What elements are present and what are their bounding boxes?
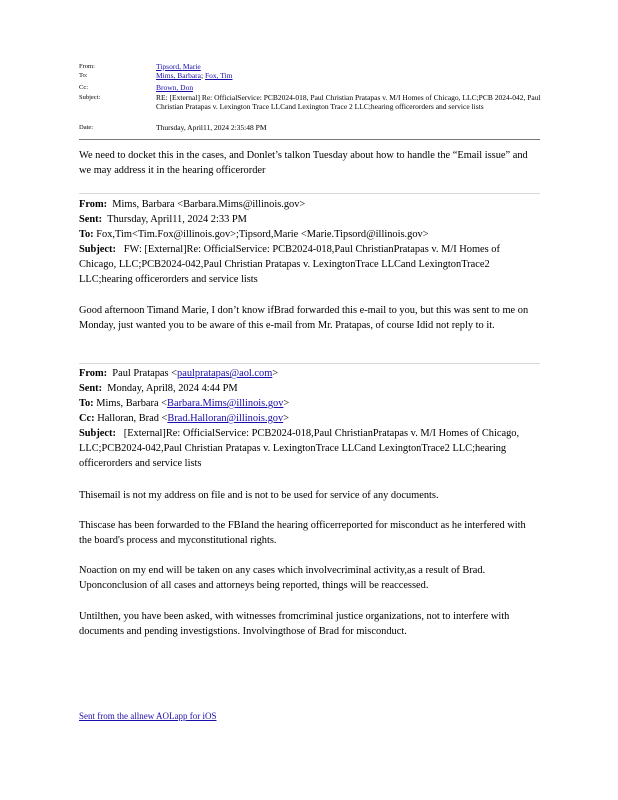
header-date-text: Thursday, April11, 2024 2:35:48 PM bbox=[156, 123, 267, 132]
header-to-label: To: bbox=[79, 72, 88, 79]
msg1-from-text: Mims, Barbara <Barbara.Mims@illinois.gov> bbox=[112, 199, 306, 210]
header-to-row bbox=[79, 72, 539, 81]
header-divider bbox=[79, 139, 540, 140]
msg2-subject-text: [External]Re: OfficialService: PCB2024-018,Paul ChristianPratapas v. M/I Homes of Chicago, LLC;PCB2024-042,Paul Christian Pratapas v. LexingtonTrace LLCand LexingtonTrace2 LLC;hearing officerorders and service lists bbox=[79, 428, 520, 469]
msg1-body: Good afternoon Timand Marie, I don’t know ifBrad forwarded this e-mail to you, but this was sent to me on Monday, just wanted you to be aware of this e-mail from Mr. Pratapas, of course Idid not reply to it. bbox=[79, 305, 529, 331]
msg2-subject-label: Subject: bbox=[79, 428, 116, 439]
reply-body: We need to docket this in the cases, and Donlet’s talkon Tuesday about how to handle the “Email issue” and we may address it in the hearing officerorder bbox=[79, 150, 528, 176]
msg1-sent-row bbox=[79, 212, 539, 227]
msg2-from-close: > bbox=[272, 368, 279, 379]
header-to-link-2[interactable]: Fox, Tim bbox=[204, 71, 233, 80]
msg2-paragraph-1: Thisemail is not my address on file and is not to be used for service of any documents. bbox=[79, 490, 439, 501]
msg1-sent-label: Sent: bbox=[79, 214, 103, 225]
msg1-to-text: Fox,Tim<Tim.Fox@illinois.gov>;Tipsord,Marie <Marie.Tipsord@illinois.gov> bbox=[96, 229, 429, 240]
msg1-subject-text: FW: [External]Re: OfficialService: PCB2024-018,Paul ChristianPratapas v. M/I Homes of Chicago, LLC;PCB2024-042,Paul Christian Pratapas v. LexingtonTrace LLCand LexingtonTrace2 LLC;hearing officerorders and service lists bbox=[79, 244, 500, 285]
header-subject-label: Subject: bbox=[79, 94, 101, 101]
footer-aol-link-text[interactable]: Sent from the allnew AOLapp for iOS bbox=[79, 711, 217, 721]
msg2-sent-row bbox=[79, 381, 539, 396]
msg1-subject-row bbox=[79, 242, 539, 287]
message-1-header bbox=[79, 197, 539, 287]
msg2-to-close: > bbox=[283, 398, 290, 409]
msg1-from-label: From: bbox=[79, 199, 108, 210]
msg2-cc-label: Cc: bbox=[79, 413, 95, 424]
msg2-paragraph-2: Thiscase has been forwarded to the FBIand the hearing officerreported for misconduct as he interfered with the board's process and myconstitutional rights. bbox=[79, 520, 526, 546]
message-2-header bbox=[79, 366, 539, 471]
msg1-from-row bbox=[79, 197, 539, 212]
msg1-subject-label: Subject: bbox=[79, 244, 116, 255]
msg2-sent-text: Monday, April8, 2024 4:44 PM bbox=[107, 383, 238, 394]
msg1-to-row bbox=[79, 227, 539, 242]
msg2-cc-close: > bbox=[283, 413, 290, 424]
msg2-to-name: Mims, Barbara < bbox=[96, 398, 168, 409]
message-1-divider bbox=[79, 193, 540, 194]
message-2-divider bbox=[79, 363, 540, 364]
msg2-from-name: Paul Pratapas < bbox=[112, 368, 178, 379]
msg2-to-label: To: bbox=[79, 398, 94, 409]
msg2-paragraph-3: Noaction on my end will be taken on any cases which involvecriminal activity,as a result of Brad. Uponconclusion of all cases and attorneys being reported, things will be reaccessed. bbox=[79, 565, 486, 591]
msg2-cc-email-link[interactable]: Brad.Halloran@illinois.gov bbox=[167, 413, 284, 424]
header-from-label: From: bbox=[79, 63, 95, 70]
msg2-paragraph-4: Untilthen, you have been asked, with witnesses fromcriminal justice organizations, not to interfere with documents and pending investigstions. Involvingthose of Brad for misconduct. bbox=[79, 611, 510, 637]
header-from-link[interactable]: Tipsord, Marie bbox=[156, 62, 201, 71]
header-subject-text: RE: [External] Re: OfficialService: PCB2024-018, Paul Christian Pratapas v. M/I Homes of Chicago, LLC;PCB 2024-042, Paul Christian Pratapas v. Lexington Trace LLCand Lexington Trace 2 LLC;hearing officerorders and service lists bbox=[156, 93, 541, 111]
msg2-from-row bbox=[79, 366, 539, 381]
msg2-to-row bbox=[79, 396, 539, 411]
msg1-sent-text: Thursday, April11, 2024 2:33 PM bbox=[107, 214, 247, 225]
header-date-label: Date: bbox=[79, 124, 94, 131]
header-to-link-1[interactable]: Mims, Barbara bbox=[156, 71, 201, 80]
header-cc-row bbox=[79, 84, 539, 93]
header-subject-row bbox=[79, 94, 539, 121]
header-cc-label: Cc: bbox=[79, 84, 89, 91]
msg2-to-email-link[interactable]: Barbara.Mims@illinois.gov bbox=[167, 398, 284, 409]
msg1-to-label: To: bbox=[79, 229, 94, 240]
msg2-sent-label: Sent: bbox=[79, 383, 103, 394]
header-to-separator: ; bbox=[201, 71, 205, 80]
msg2-from-email-link[interactable]: paulpratapas@aol.com bbox=[177, 368, 273, 379]
header-from-row bbox=[79, 63, 539, 72]
msg2-cc-row bbox=[79, 411, 539, 426]
footer-aol-link[interactable] bbox=[79, 711, 216, 721]
header-cc-link[interactable]: Brown, Don bbox=[156, 83, 194, 92]
msg2-cc-name: Halloran, Brad < bbox=[97, 413, 168, 424]
msg2-subject-row bbox=[79, 426, 539, 471]
header-date-row bbox=[79, 124, 539, 133]
msg2-from-label: From: bbox=[79, 368, 108, 379]
